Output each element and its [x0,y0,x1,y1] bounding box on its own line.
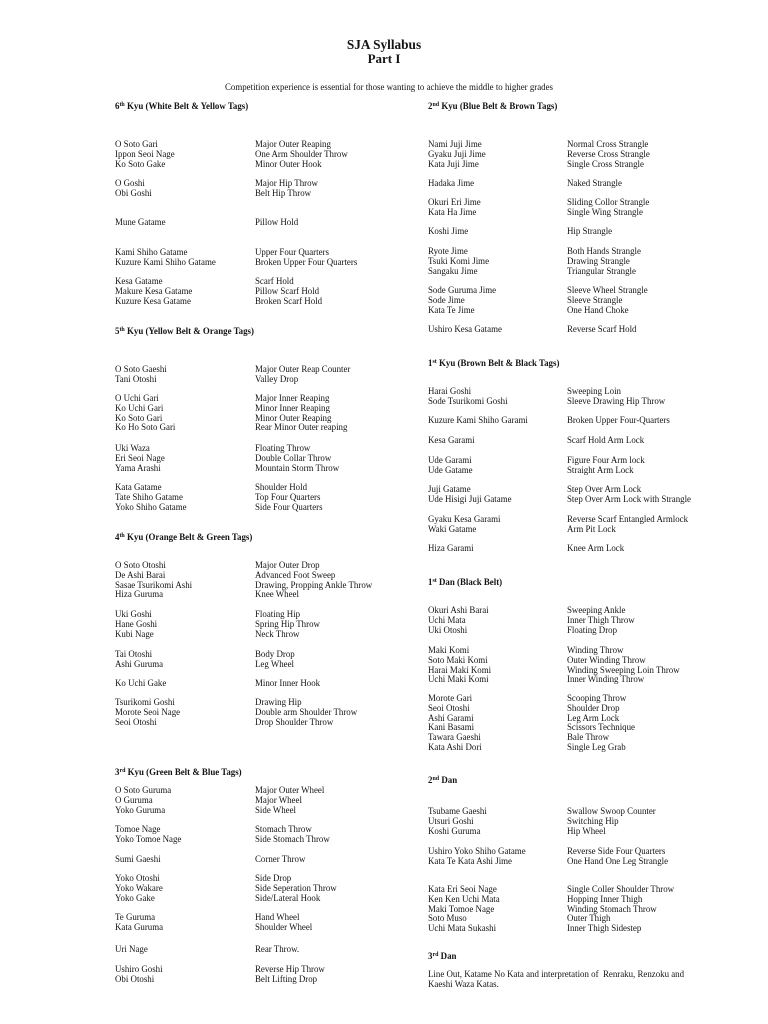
technique-name: Tawara Gaeshi [428,732,481,743]
technique-translation: Valley Drop [255,373,299,384]
technique-translation: Side Drop [255,873,292,884]
heading-title: Dan [441,775,458,785]
technique-name: Ashi Guruma [115,658,164,669]
technique-translation: Naked Strangle [567,178,622,189]
technique-name: Ashi Garami [428,712,474,723]
technique-translation: Pillow Scarf Hold [255,285,320,296]
technique-row [115,678,321,689]
technique-translation: Shoulder Wheel [255,921,313,932]
heading-title: Kyu (White Belt & Yellow Tags) [127,101,249,111]
technique-translation: Side Seperation Throw [255,882,337,893]
technique-translation: Upper Four Quarters [255,247,329,258]
technique-translation: Major Outer Reap Counter [255,364,351,375]
technique-translation: Sleeve Wheel Strangle [567,285,648,296]
technique-name: Koshi Jime [428,226,469,237]
technique-row [428,395,666,407]
technique-translation: Spring Hip Throw [255,618,320,629]
technique-name: Nami Juji Jime [428,139,482,150]
technique-translation: Switching Hip [567,815,619,826]
technique-row [428,493,691,505]
technique-translation: Belt Hip Throw [255,187,312,198]
technique-row [115,422,348,433]
technique-name: Koshi Guruma [428,825,481,836]
technique-name: Ko Ho Soto Gari [115,422,176,433]
technique-name: Hadaka Jime [428,178,475,189]
technique-row [428,178,622,189]
technique-row [428,741,626,753]
technique-name: O Guruma [115,794,153,805]
technique-name: Kata Te Jime [428,304,475,315]
section-heading [428,358,559,368]
technique-name: Uki Waza [115,443,150,454]
technique-translation: Winding Throw [567,645,624,656]
technique-translation: Scissors Technique [567,722,635,733]
technique-name: Kuzure Kesa Gatame [115,295,191,306]
technique-name: Kata Ashi Dori [428,741,482,752]
technique-name: Ken Ken Uchi Mata [428,893,500,904]
technique-row [115,804,296,816]
technique-name: O Soto Otoshi [115,560,166,571]
technique-translation: Reverse Scarf Entangled Armlock [567,514,689,525]
technique-row [115,854,306,865]
technique-row [428,435,645,446]
technique-name: Uchi Maki Komi [428,674,489,685]
technique-row [115,944,300,955]
technique-row [115,501,323,513]
heading-title: Dan (Black Belt) [439,577,503,587]
technique-translation: Inner Thigh Throw [567,614,635,625]
technique-name: O Soto Gaeshi [115,364,167,375]
technique-name: Okuri Ashi Barai [428,605,489,616]
section-heading [115,532,252,542]
technique-row [115,589,299,600]
heading-title: Kyu (Orange Belt & Green Tags) [127,532,253,542]
technique-name: Maki Tomoe Nage [428,903,495,914]
technique-name: Tsuki Komi Jime [428,255,490,266]
technique-translation: Both Hands Strangle [567,246,641,257]
technique-translation: Major Outer Reaping [255,139,331,150]
technique-name: Harai Maki Komi [428,664,492,675]
technique-translation: Hand Wheel [255,912,300,923]
technique-translation: Sweeping Ankle [567,605,626,616]
technique-name: Ippon Seoi Nage [115,148,175,159]
technique-row [115,256,358,268]
heading-title: Kyu (Blue Belt & Brown Tags) [441,101,558,111]
technique-translation: Triangular Strangle [567,265,636,276]
technique-name: Tsubame Gaeshi [428,806,487,817]
technique-name: Ushiro Goshi [115,964,163,975]
technique-row [115,217,299,228]
technique-translation: Single Coller Shoulder Throw [567,884,675,895]
technique-translation: Scooping Throw [567,693,627,704]
technique-translation: Pillow Hold [255,217,299,228]
technique-row [428,855,669,867]
technique-translation: Arm Pit Lock [567,523,616,534]
technique-translation: Bale Throw [567,732,609,743]
technique-name: Sumi Gaeshi [115,854,161,865]
technique-row [428,523,616,535]
technique-name: Tai Otoshi [115,649,153,660]
technique-translation: Knee Arm Lock [567,543,625,554]
technique-name: Ude Hisigi Juji Gatame [428,493,512,504]
heading-grade-number: 2 [428,101,433,111]
technique-name: Makure Kesa Gatame [115,285,193,296]
heading-ordinal-suffix: st [432,578,437,584]
technique-name: Kata Juji Jime [428,158,479,169]
technique-translation: Major Outer Wheel [255,785,325,796]
heading-grade-number: 3 [115,767,120,777]
technique-translation: Body Drop [255,649,295,660]
technique-name: Kani Basami [428,722,475,733]
section-heading [115,101,248,111]
technique-translation: Double arm Shoulder Throw [255,706,358,717]
technique-row [428,265,636,277]
heading-ordinal-suffix: th [119,102,125,108]
technique-translation: Normal Cross Strangle [567,139,649,150]
technique-translation: Minor Outer Reaping [255,412,332,423]
technique-translation: Leg Wheel [255,658,295,669]
technique-row [428,624,618,636]
technique-name: Ko Soto Gari [115,412,163,423]
heading-ordinal-suffix: th [119,533,125,539]
technique-row [115,628,300,640]
technique-translation: Outer Thigh [567,913,611,924]
technique-name: Uri Nage [115,944,148,955]
technique-row [115,716,334,728]
technique-translation: One Hand Choke [567,304,629,315]
technique-translation: Side Stomach Throw [255,833,330,844]
section-heading [428,101,557,111]
technique-row [115,187,312,199]
technique-name: Ko Uchi Gari [115,402,164,413]
technique-name: Ude Garami [428,455,472,466]
technique-translation: Broken Scarf Hold [255,295,323,306]
technique-translation: Advanced Foot Sweep [255,569,336,580]
section-heading [428,775,457,785]
technique-translation: Drawing, Propping Ankle Throw [255,579,373,590]
technique-translation: Reverse Hip Throw [255,964,325,975]
technique-translation: Side Four Quarters [255,501,323,512]
heading-ordinal-suffix: nd [432,102,440,108]
technique-name: Seoi Otoshi [428,702,470,713]
technique-name: Waki Gatame [428,523,477,534]
technique-translation: Hopping Inner Thigh [567,893,643,904]
technique-name: Kata Ha Jime [428,206,477,217]
technique-row [115,892,321,904]
technique-name: Kami Shiho Gatame [115,247,188,258]
technique-translation: Sliding Collor Strangle [567,197,650,208]
section-heading [115,326,254,336]
heading-grade-number: 1 [428,358,433,368]
technique-name: Hane Goshi [115,618,158,629]
page-title: SJA Syllabus [346,37,422,52]
heading-ordinal-suffix: rd [432,952,439,958]
technique-translation: Floating Drop [567,624,618,635]
technique-name: Kata Eri Seoi Nage [428,884,497,895]
heading-grade-number: 6 [115,101,120,111]
technique-name: Te Guruma [115,912,156,923]
technique-name: Okuri Eri Jime [428,197,481,208]
technique-translation: One Hand One Leg Strangle [567,855,669,866]
technique-name: Gyaku Juji Jime [428,148,486,159]
technique-translation: Inner Winding Throw [567,674,645,685]
technique-translation: Winding Sweeping Loin Throw [567,664,680,675]
technique-name: Juji Gatame [428,484,471,495]
technique-translation: Major Wheel [255,794,302,805]
technique-translation: Sleeve Strangle [567,294,623,305]
technique-name: Kata Guruma [115,921,164,932]
technique-name: Utsuri Goshi [428,815,474,826]
technique-name: Ushiro Yoko Shiho Gatame [428,846,526,857]
technique-translation: One Arm Shoulder Throw [255,148,348,159]
technique-name: Harai Goshi [428,386,472,397]
technique-name: Kuzure Kami Shiho Gatame [115,256,216,267]
technique-name: Ko Soto Gake [115,158,166,169]
technique-name: O Soto Gari [115,139,158,150]
technique-translation: Step Over Arm Lock [567,484,642,495]
technique-translation: Shoulder Hold [255,482,308,493]
technique-translation: Single Wing Strangle [567,206,643,217]
page-subtitle: Part I [367,51,401,66]
technique-name: O Goshi [115,178,145,189]
technique-translation: Inner Thigh Sidestep [567,923,642,934]
technique-row [428,464,634,476]
technique-name: Soto Muso [428,913,467,924]
technique-row [115,373,299,385]
section-heading [115,767,242,777]
technique-translation: Minor Inner Reaping [255,402,330,413]
technique-name: Tani Otoshi [115,373,157,384]
technique-name: Uchi Mata [428,614,466,625]
heading-title: Kyu (Green Belt & Blue Tags) [127,767,242,777]
technique-row [428,226,613,237]
technique-translation: Single Cross Strangle [567,158,644,169]
technique-translation: Stomach Throw [255,824,312,835]
technique-name: De Ashi Barai [115,569,166,580]
technique-translation: Shoulder Drop [567,702,620,713]
technique-translation: Sleeve Drawing Hip Throw [567,395,666,406]
technique-translation: Straight Arm Lock [567,464,634,475]
technique-row [428,923,642,934]
technique-name: Sode Guruma Jime [428,285,497,296]
heading-grade-number: 5 [115,326,120,336]
technique-row [115,658,295,670]
technique-translation: Minor Outer Hook [255,158,322,169]
technique-translation: Reverse Side Four Quarters [567,846,666,857]
technique-row [428,825,606,837]
technique-name: Kesa Garami [428,435,475,446]
technique-name: Ude Gatame [428,464,473,475]
technique-name: Yoko Tomoe Nage [115,833,182,844]
heading-grade-number: 4 [115,532,120,542]
technique-name: Yoko Otoshi [115,873,160,884]
technique-translation: Floating Throw [255,443,311,454]
technique-name: Kata Te Kata Ashi Jime [428,855,512,866]
technique-name: Yama Arashi [115,462,161,473]
technique-translation: Reverse Scarf Hold [567,324,637,335]
technique-translation: Hip Wheel [567,825,606,836]
intro-note: Competition experience is essential for those wanting to achieve the middle to higher grades [224,82,554,92]
technique-name: Mune Gatame [115,217,166,228]
technique-translation: Double Collar Throw [255,452,332,463]
technique-name: Obi Goshi [115,187,152,198]
technique-name: Yoko Wakare [115,882,163,893]
technique-name: Kesa Gatame [115,276,163,287]
technique-name: Uchi Mata Sukashi [428,923,497,934]
technique-name: Kata Gatame [115,482,162,493]
technique-translation: Side Wheel [255,804,296,815]
technique-name: Ko Uchi Gake [115,678,167,689]
technique-translation: Step Over Arm Lock with Strangle [567,493,691,504]
technique-row [115,295,323,307]
technique-name: O Soto Guruma [115,785,172,796]
technique-translation: Floating Hip [255,609,301,620]
technique-name: Morote Seoi Nage [115,706,181,717]
technique-translation: Winding Stomach Throw [567,903,657,914]
technique-row [428,543,625,554]
technique-row [428,206,643,218]
technique-name: Sode Tsurikomi Goshi [428,395,508,406]
technique-translation: Drop Shoulder Throw [255,716,334,727]
heading-grade-number: 3 [428,951,433,961]
heading-ordinal-suffix: th [119,327,125,333]
technique-translation: Corner Throw [255,854,306,865]
technique-row [115,833,330,845]
section-paragraph: Line Out, Katame No Kata and interpretation of Renraku, Renzoku and Kaeshi Waza Katas. [428,969,687,989]
technique-translation: Broken Upper Four-Quarters [567,415,670,426]
technique-translation: Side/Lateral Hook [255,892,321,903]
technique-translation: Neck Throw [255,628,300,639]
technique-row [115,973,318,985]
heading-ordinal-suffix: rd [119,768,126,774]
technique-translation: Figure Four Arm lock [567,455,645,466]
technique-name: Eri Seoi Nage [115,452,165,463]
technique-translation: Major Outer Drop [255,560,320,571]
technique-name: Seoi Otoshi [115,716,157,727]
technique-translation: Hip Strangle [567,226,613,237]
technique-name: Yoko Shiho Gatame [115,501,187,512]
technique-row [115,921,313,933]
technique-row [428,674,645,685]
technique-name: Soto Maki Komi [428,654,488,665]
technique-name: Kubi Nage [115,628,154,639]
section-heading [428,951,456,961]
technique-translation: Scarf Hold [255,276,294,287]
heading-grade-number: 2 [428,775,433,785]
technique-translation: Rear Throw. [255,944,300,955]
technique-translation: Outer Winding Throw [567,654,646,665]
technique-row [428,304,629,316]
heading-title: Kyu (Yellow Belt & Orange Tags) [127,326,254,336]
technique-translation: Leg Arm Lock [567,712,620,723]
heading-title: Kyu (Brown Belt & Black Tags) [439,358,560,368]
technique-name: Obi Otoshi [115,973,155,984]
technique-row [428,415,670,426]
technique-name: Maki Komi [428,645,470,656]
section-heading [428,577,502,587]
technique-name: Hiza Guruma [115,589,164,600]
technique-translation: Scarf Hold Arm Lock [567,435,645,446]
technique-name: O Uchi Gari [115,393,159,404]
technique-name: Gyaku Kesa Garami [428,514,501,525]
technique-name: Yoko Guruma [115,804,166,815]
heading-ordinal-suffix: st [432,359,437,365]
technique-translation: Knee Wheel [255,589,299,600]
technique-translation: Swallow Swoop Counter [567,806,656,817]
technique-name: Ryote Jime [428,246,468,257]
technique-row [115,462,340,474]
technique-translation: Major Inner Reaping [255,393,330,404]
technique-name: Morote Gari [428,693,473,704]
technique-translation: Sweeping Loin [567,386,621,397]
heading-ordinal-suffix: nd [432,776,440,782]
technique-name: Sasae Tsurikomi Ashi [115,579,193,590]
technique-translation: Drawing Strangle [567,255,630,266]
technique-name: Tate Shiho Gatame [115,491,183,502]
technique-name: Uki Otoshi [428,624,468,635]
technique-name: Tsurikomi Goshi [115,697,175,708]
technique-name: Yoko Gake [115,892,155,903]
heading-grade-number: 1 [428,577,433,587]
technique-translation: Rear Minor Outer reaping [255,422,348,433]
heading-title: Dan [440,951,457,961]
technique-translation: Reverse Cross Strangle [567,148,650,159]
technique-translation: Major Hip Throw [255,178,318,189]
technique-translation: Mountain Storm Throw [255,462,340,473]
technique-name: Sode Jime [428,294,465,305]
technique-translation: Broken Upper Four Quarters [255,256,358,267]
technique-name: Ushiro Kesa Gatame [428,324,502,335]
technique-translation: Belt Lifting Drop [255,973,318,984]
technique-translation: Single Leg Grab [567,741,626,752]
technique-translation: Drawing Hip [255,697,302,708]
technique-name: Uki Goshi [115,609,152,620]
technique-translation: Top Four Quarters [255,491,321,502]
technique-row [428,158,644,170]
technique-translation: Minor Inner Hook [255,678,321,689]
technique-name: Sangaku Jime [428,265,478,276]
technique-name: Hiza Garami [428,543,474,554]
technique-row [115,158,322,170]
technique-name: Tomoe Nage [115,824,161,835]
technique-name: Kuzure Kami Shiho Garami [428,415,528,426]
technique-row [428,324,637,335]
